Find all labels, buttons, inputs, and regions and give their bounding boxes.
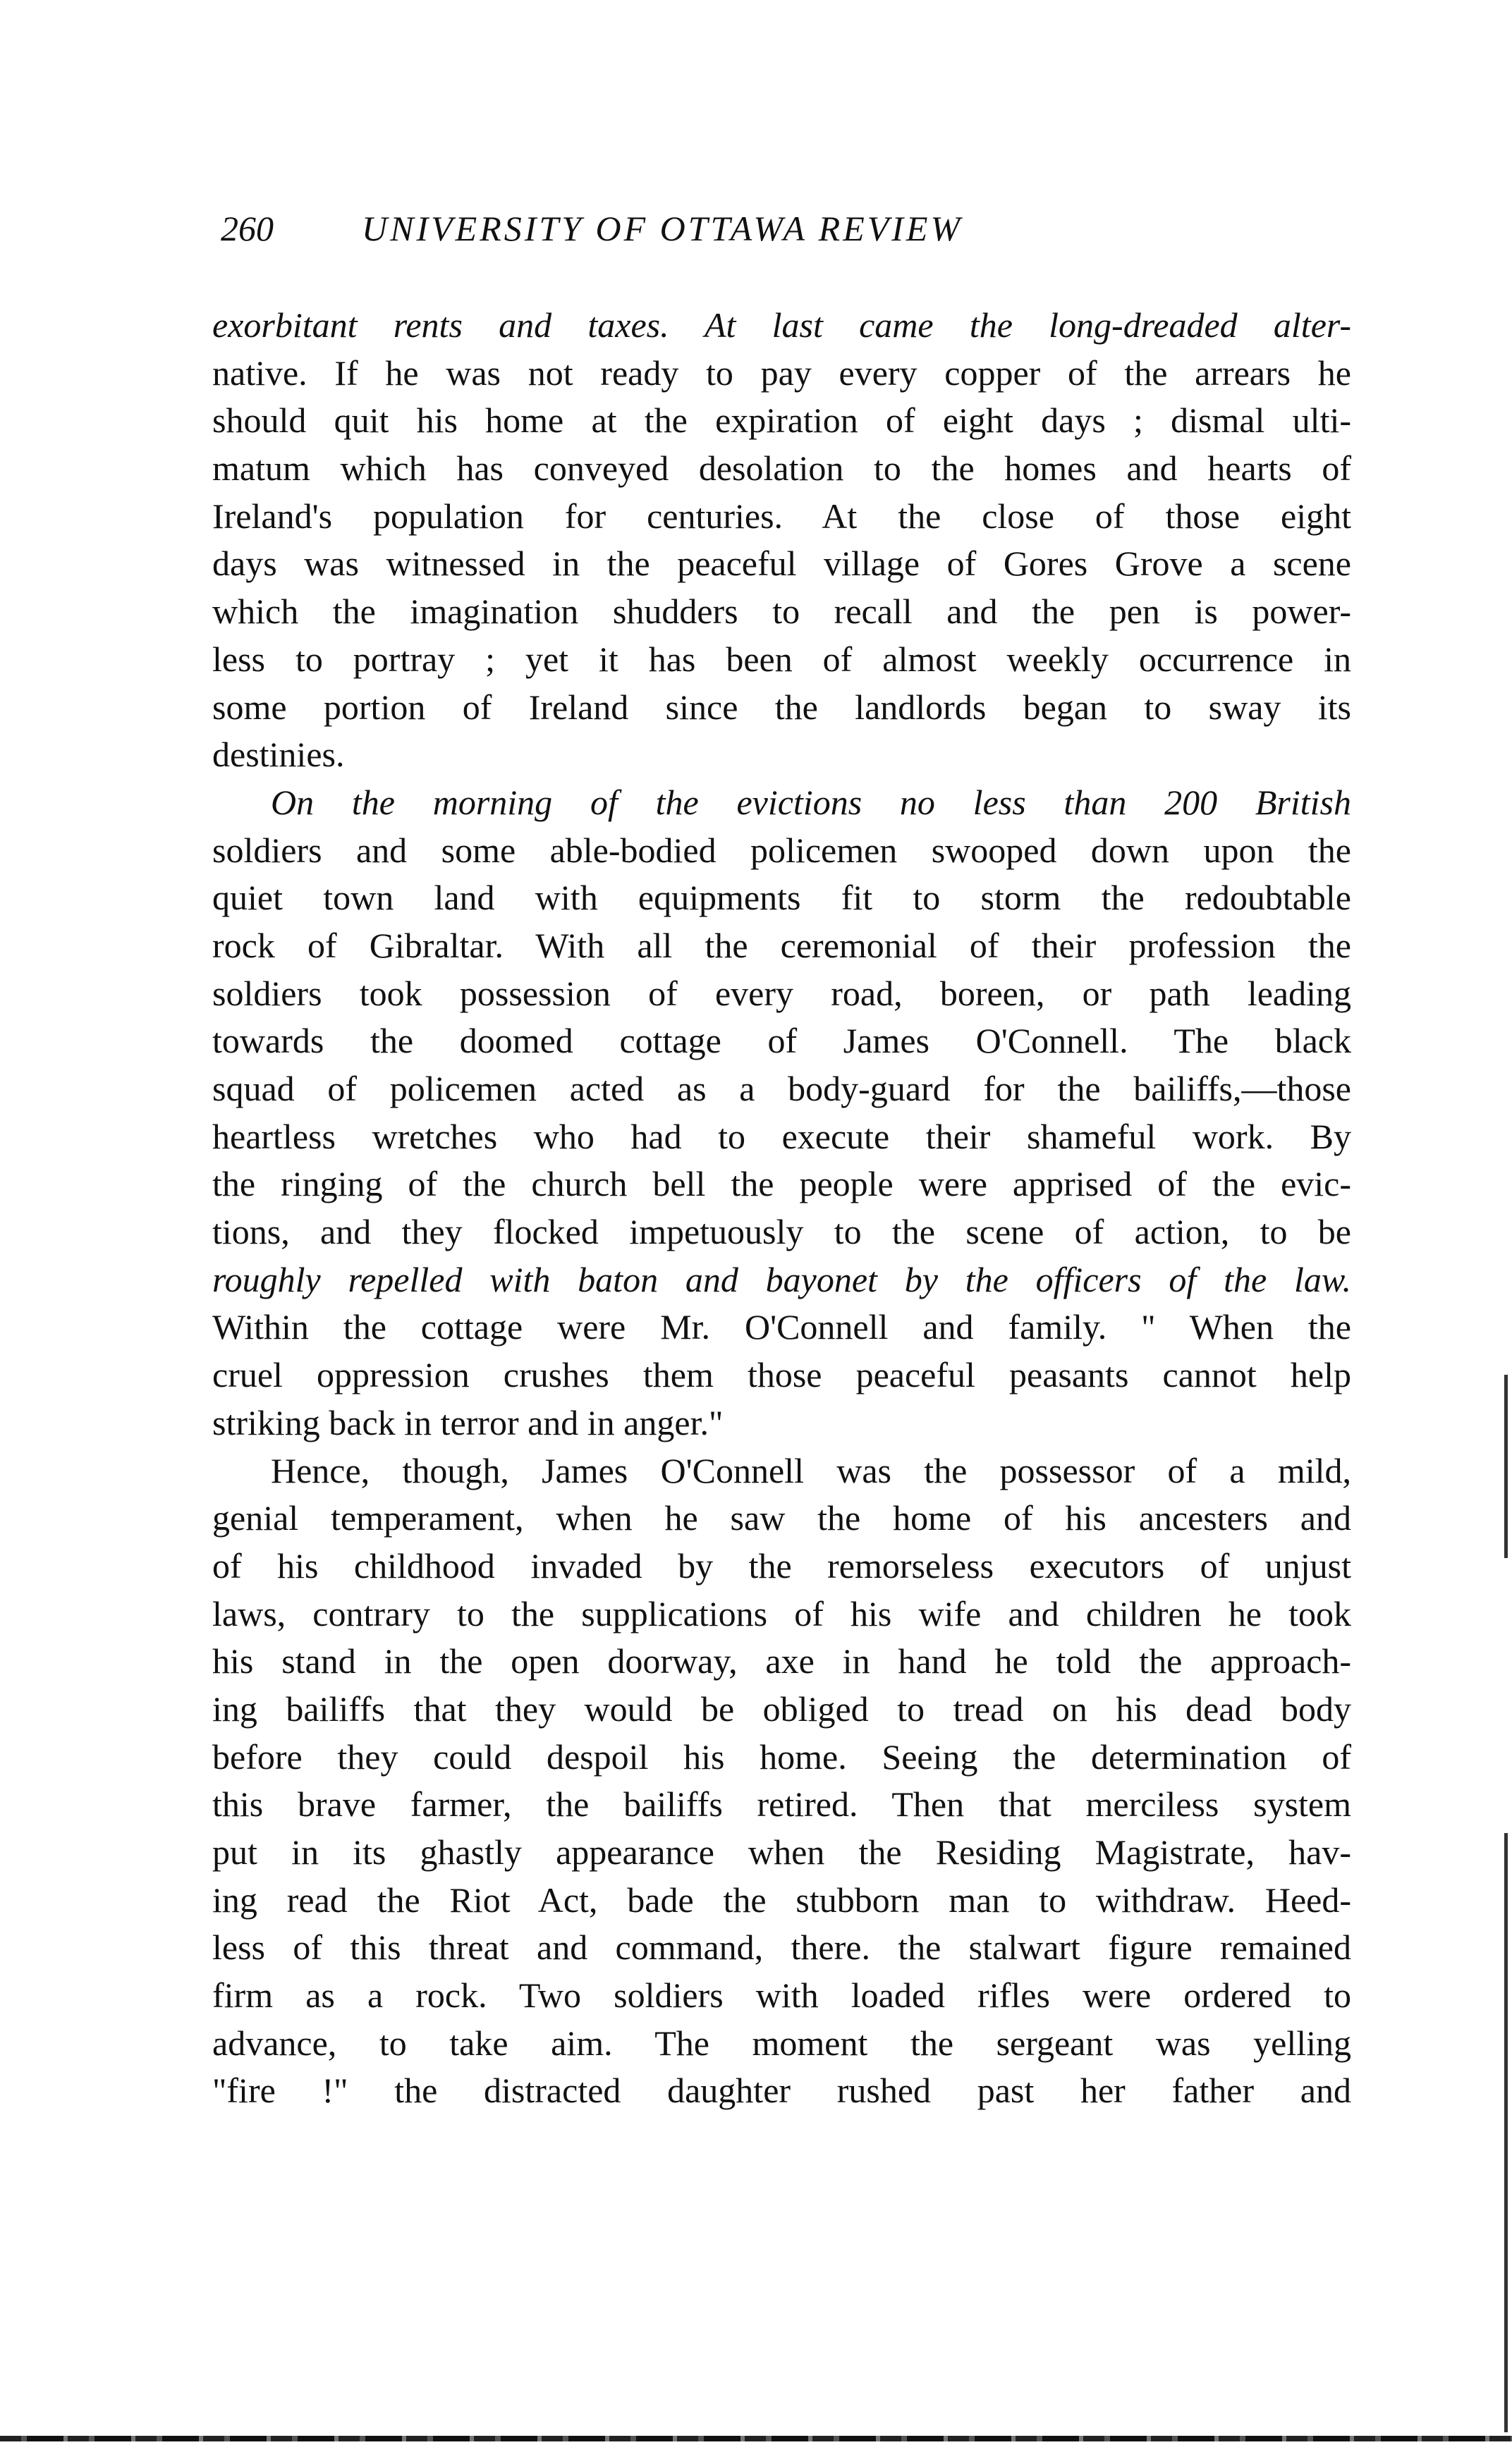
text-line: days was witnessed in the peaceful village of Gores Grove a scene <box>212 544 1351 584</box>
text-line: towards the doomed cottage of James O'Connell. The black <box>212 1021 1351 1061</box>
text-line: less of this threat and command, there. the stalwart figure remained <box>212 1927 1351 1968</box>
text-line: Ireland's population for centuries. At the close of those eight <box>212 496 1351 536</box>
text-line: some portion of Ireland since the landlords began to sway its <box>212 687 1351 727</box>
text-line: "fire !" the distracted daughter rushed past her father and <box>212 2071 1351 2111</box>
text-line: genial temperament, when he saw the home of his ancesters and <box>212 1498 1351 1538</box>
text-line: the ringing of the church bell the people were apprised of the evic- <box>212 1164 1351 1204</box>
text-line: soldiers and some able-bodied policemen swooped down upon the <box>212 830 1351 870</box>
text-line: firm as a rock. Two soldiers with loaded rifles were ordered to <box>212 1975 1351 2016</box>
text-line: destinies. <box>212 735 345 775</box>
text-line: heartless wretches who had to execute their shameful work. By <box>212 1116 1351 1156</box>
text-line: soldiers took possession of every road, boreen, or path leading <box>212 973 1351 1013</box>
text-line: ing read the Riot Act, bade the stubborn man to withdraw. Heed- <box>212 1880 1351 1920</box>
text-line: advance, to take aim. The moment the sergeant was yelling <box>212 2023 1351 2063</box>
text-line: Within the cottage were Mr. O'Connell and family. " When the <box>212 1307 1351 1347</box>
text-line: exorbitant rents and taxes. At last came the long-dreaded alter- <box>212 305 1351 345</box>
page-number: 260 <box>221 209 274 248</box>
text-line: quiet town land with equipments fit to storm the redoubtable <box>212 878 1351 918</box>
scan-edge-mark <box>1504 1833 1508 2432</box>
text-line: should quit his home at the expiration of eight days ; dismal ulti- <box>212 400 1351 441</box>
text-line: ing bailiffs that they would be obliged to tread on his dead body <box>212 1688 1351 1729</box>
scan-edge-mark <box>1504 1375 1508 1558</box>
text-line: cruel oppression crushes them those peaceful peasants cannot help <box>212 1355 1351 1395</box>
text-line: native. If he was not ready to pay every copper of the arrears he <box>212 353 1351 393</box>
text-line: matum which has conveyed desolation to the homes and hearts of <box>212 448 1351 489</box>
text-line: On the morning of the evictions no less than 200 British <box>271 782 1351 822</box>
text-line: laws, contrary to the supplications of his wife and children he took <box>212 1593 1351 1634</box>
text-line: his stand in the open doorway, axe in hand he told the approach- <box>212 1641 1351 1681</box>
text-line: this brave farmer, the bailiffs retired. Then that merciless system <box>212 1784 1351 1825</box>
text-line: of his childhood invaded by the remorseless executors of unjust <box>212 1545 1351 1586</box>
text-line: squad of policemen acted as a body-guard for the bailiffs,—those <box>212 1069 1351 1108</box>
text-line: roughly repelled with baton and bayonet by the officers of the law. <box>212 1259 1351 1299</box>
text-line: put in its ghastly appearance when the Residing Magistrate, hav- <box>212 1832 1351 1872</box>
scan-bottom-edge <box>0 2436 1512 2441</box>
text-line: tions, and they flocked impetuously to the scene of action, to be <box>212 1212 1351 1252</box>
body-text <box>212 302 1351 2115</box>
text-line: Hence, though, James O'Connell was the possessor of a mild, <box>271 1450 1351 1490</box>
text-line: which the imagination shudders to recall and the pen is power- <box>212 592 1351 632</box>
text-line: rock of Gibraltar. With all the ceremonial of their profession the <box>212 925 1351 965</box>
text-line: less to portray ; yet it has been of almost weekly occurrence in <box>212 639 1351 679</box>
text-line: before they could despoil his home. Seeing the determination of <box>212 1736 1351 1777</box>
text-line: striking back in terror and in anger." <box>212 1402 724 1442</box>
journal-title: UNIVERSITY OF OTTAWA REVIEW <box>362 209 963 248</box>
